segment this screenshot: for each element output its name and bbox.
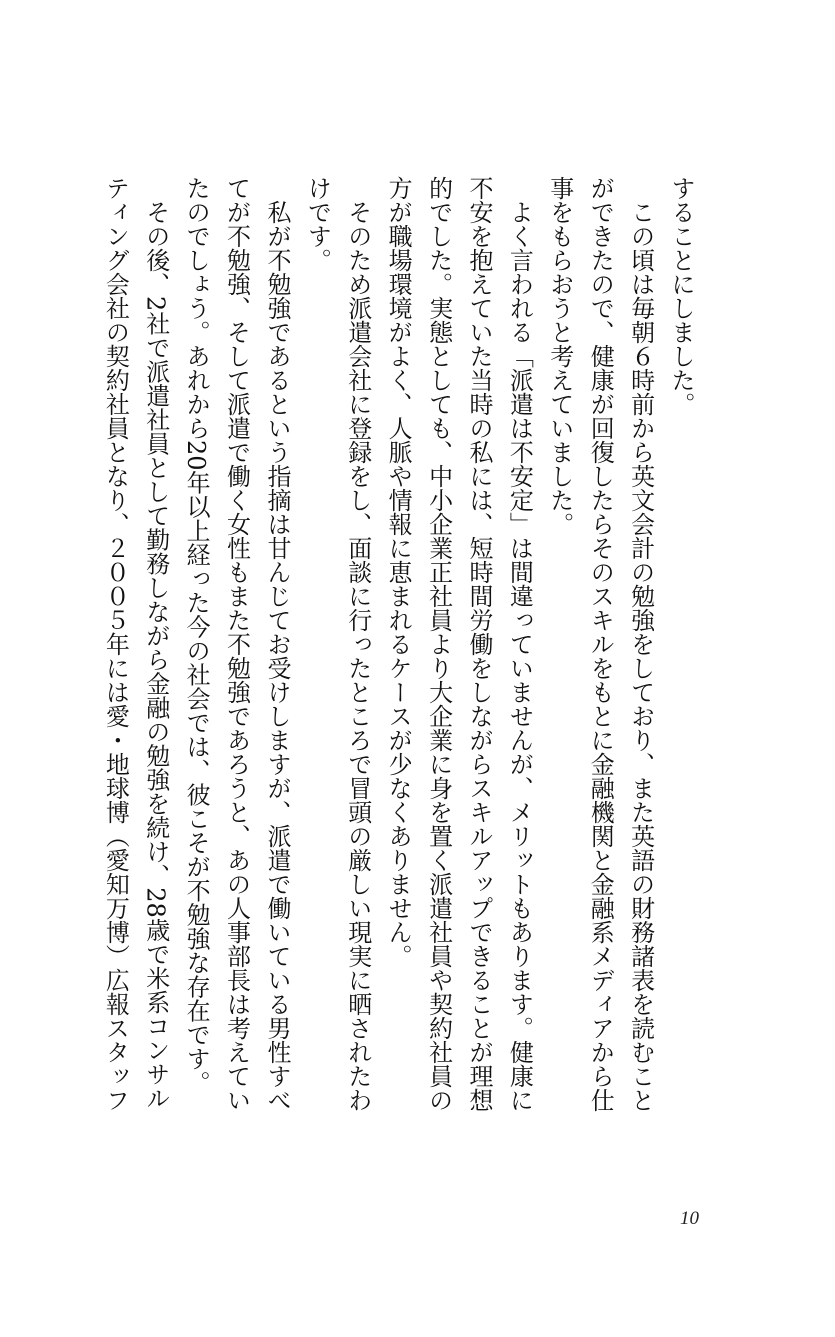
text-line: することにしました。 — [667, 176, 695, 416]
text-line: 不安を抱えていた当時の私には、短時間労働をしながらスキルアップできることが理想 — [464, 176, 493, 1112]
text-line: その後、2社で派遣社員として勤務しながら金融の勉強を続け、28歳で米系コンサル — [141, 176, 170, 1110]
text-line: この頃は毎朝６時前から英文会計の勉強をしており、また英語の財務諸表を読むこと — [626, 176, 655, 1112]
text-line: ができたので、健康が回復したらそのスキルをもとに金融機関と金融系メディアから仕 — [586, 176, 615, 1112]
text-line: 私が不勉強であるという指摘は甘んじてお受けしますが、派遣で働いている男性すべ — [262, 176, 291, 1112]
vertical-body-text — [101, 176, 701, 1206]
text-line: 的でした。実態としても、中小企業正社員より大企業に身を置く派遣社員や契約社員の — [424, 176, 453, 1112]
text-line: てが不勉強、そして派遣で働く女性もまた不勉強であろうと、あの人事部長は考えてい — [222, 176, 251, 1112]
text-line: よく言われる「派遣は不安定」は間違っていませんが、メリットもあります。健康に — [505, 176, 534, 1112]
text-line: 事をもらおうと考えていました。 — [545, 176, 574, 536]
text-line: ティング会社の契約社員となり、２００５年には愛・地球博（愛知万博）広報スタッフ — [101, 176, 130, 1112]
page-number: 10 — [680, 1208, 699, 1229]
text-line: そのため派遣会社に登録をし、面談に行ったところで冒頭の厳しい現実に晒されたわ — [343, 176, 372, 1112]
text-line: たのでしょう。あれから20年以上経った今の社会では、彼こそが不勉強な存在です。 — [182, 176, 211, 1095]
text-line: けです。 — [303, 176, 332, 272]
text-line: 方が職場環境がよく、人脈や情報に恵まれるケースが少なくありません。 — [384, 176, 413, 968]
